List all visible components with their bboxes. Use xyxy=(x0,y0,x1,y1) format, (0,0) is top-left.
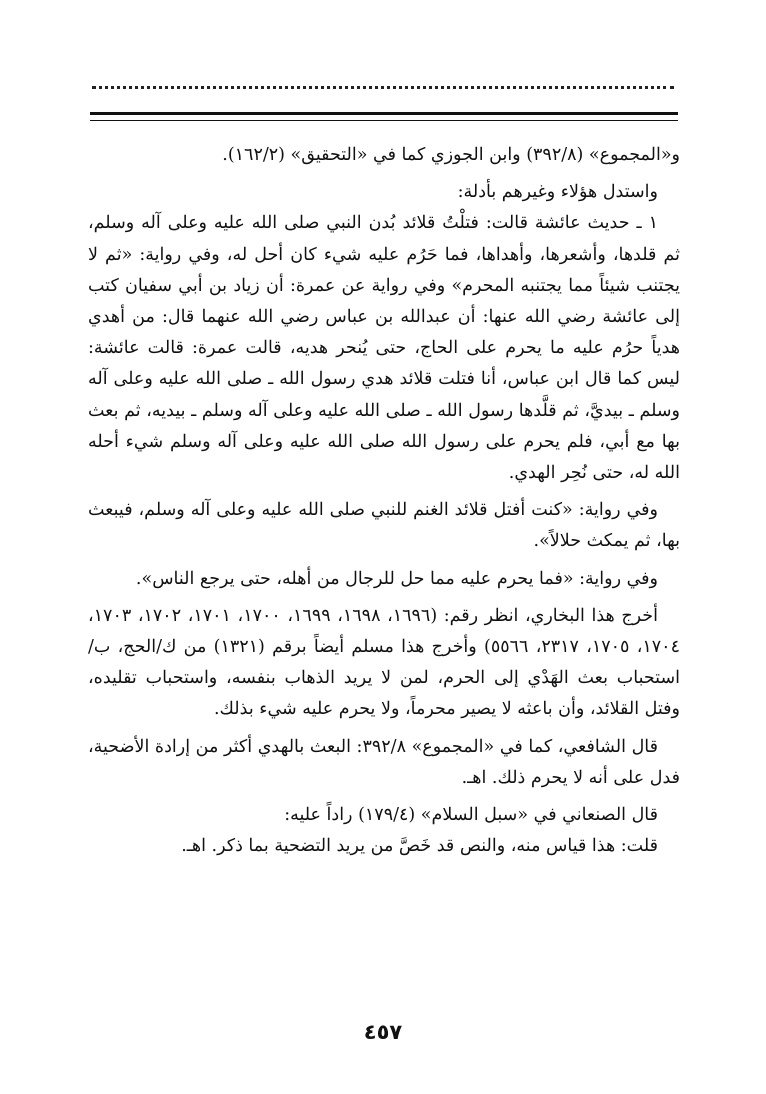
page-body xyxy=(88,140,680,990)
header-rule-thin xyxy=(90,120,678,121)
paragraph-narration-goats: وفي رواية: «كنت أفتل قلائد الغنم للنبي صلى الله عليه وعلى آله وسلم، فيبعث بها، ثم يمكث حلالاً». xyxy=(88,500,680,552)
paragraph-narration-people: وفي رواية: «فما يحرم عليه مما حل للرجال من أهله، حتى يرجع الناس». xyxy=(135,568,658,589)
header-dotted-line xyxy=(92,86,674,95)
paragraph-sanani-intro: قال الصنعاني في «سبل السلام» (١٧٩/٤) راداً عليه: xyxy=(284,805,658,826)
paragraph-shafii-quote: قال الشافعي، كما في «المجموع» ٣٩٢/٨: البعث بالهدي أكثر من إرادة الأضحية، فدل على أنه لا يحرم ذلك. اهـ. xyxy=(88,736,680,788)
header-rule-thick xyxy=(90,112,678,115)
paragraph-sanani-reply: قلت: هذا قياس منه، والنص قد خَصَّ من يريد التضحية بما ذكر. اهـ. xyxy=(181,836,658,857)
paragraph-takhrij: أخرج هذا البخاري، انظر رقم: (١٦٩٦، ١٦٩٨، ١٦٩٩، ١٧٠٠، ١٧٠١، ١٧٠٢، ١٧٠٣، ١٧٠٤، ١٧٠٥، ٢٣١٧، ٥٥٦٦) وأخرج هذا مسلم أيضاً برقم (١٣٢١) من ك/الحج، ب/استحباب بعث الهَدْي إلى الحرم، لمن لا يريد الذهاب بنفسه، واستحباب تقليده، وفتل القلائد، وأن باعثه لا يصير محرماً، ولا يحرم عليه شيء بذلك. xyxy=(88,605,680,720)
paragraph-evidence-intro: واستدل هؤلاء وغيرهم بأدلة: xyxy=(457,182,658,203)
paragraph-continuation: و«المجموع» (٣٩٢/٨) وابن الجوزي كما في «التحقيق» (١٦٢/٢). xyxy=(222,145,680,165)
page-number: ٤٥٧ xyxy=(363,1020,403,1044)
paragraph-aisha-hadith: ١ ـ حديث عائشة قالت: فتلْتُ قلائد بُدن النبي صلى الله عليه وعلى آله وسلم، ثم قلدها، وأشعرها، وأهداها، فما حَرُم عليه شيء كان أحل له، وفي رواية: «ثم لا يجتنب شيئاً مما يجتنبه المحرم» وفي رواية عن عمرة: أن زياد بن أبي سفيان كتب إلى عائشة رضي الله عنها: أن عبدالله بن عباس رضي الله عنهما قال: من أهدي هدياً حرُم عليه ما يحرم على الحاج، حتى يُنحر هديه، قالت عمرة: قالت عائشة: ليس كما قال ابن عباس، أنا فتلت قلائد هدي رسول الله ـ صلى الله عليه وعلى آله وسلم ـ بيديَّ، ثم قلَّدها رسول الله ـ صلى الله عليه وعلى آله وسلم ـ بيديه، ثم بعث بها مع أبي، فلم يحرم على رسول الله صلى الله عليه وعلى آله وسلم شيء أحله الله له، حتى نُحِر الهدي. xyxy=(88,213,680,484)
